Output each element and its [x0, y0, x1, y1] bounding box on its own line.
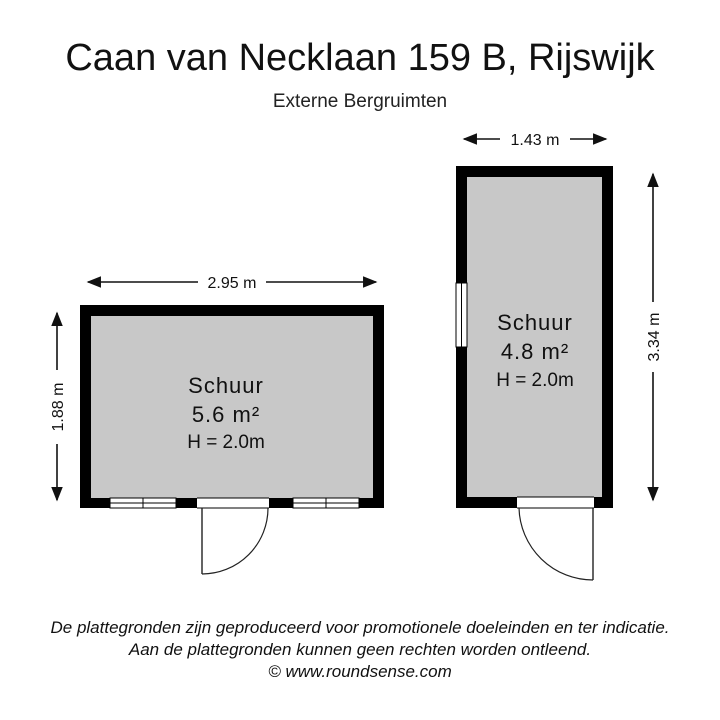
- room-right-area: 4.8 m²: [500, 339, 570, 364]
- room-left-width-label: 2.95 m: [207, 275, 257, 292]
- room-right-width-label: 1.43 m: [510, 132, 560, 149]
- room-schuur-right: [456, 132, 663, 580]
- room-right-door: [517, 497, 594, 580]
- room-left-window-right: [293, 498, 359, 508]
- room-left-area: 5.6 m²: [191, 402, 261, 427]
- room-right-window: [456, 283, 467, 347]
- room-right-depth-dimension: [646, 174, 663, 500]
- room-left-depth-label: 1.88 m: [50, 382, 67, 432]
- room-left-door: [197, 498, 269, 574]
- page-title: Caan van Necklaan 159 B, Rijswijk: [65, 37, 655, 79]
- room-left-height: H = 2.0m: [187, 432, 265, 453]
- disclaimer-line-2: Aan de plattegronden kunnen geen rechten worden ontleend.: [128, 640, 592, 659]
- room-schuur-left: [50, 275, 384, 574]
- room-right-width-dimension: [464, 132, 606, 149]
- disclaimer-line-1: De plattegronden zijn geproduceerd voor promotionele doeleinden en ter indicatie.: [50, 618, 670, 637]
- room-right-depth-label: 3.34 m: [646, 312, 663, 362]
- room-right-floor: [467, 177, 602, 497]
- room-left-width-dimension: [88, 275, 376, 292]
- page-subtitle: Externe Bergruimten: [272, 91, 448, 112]
- room-left-window-left: [110, 498, 176, 508]
- room-right-name: Schuur: [497, 310, 573, 335]
- copyright-link[interactable]: © www.roundsense.com: [268, 662, 452, 681]
- room-left-name: Schuur: [188, 373, 264, 398]
- room-left-depth-dimension: [50, 313, 67, 500]
- room-right-height: H = 2.0m: [496, 370, 574, 391]
